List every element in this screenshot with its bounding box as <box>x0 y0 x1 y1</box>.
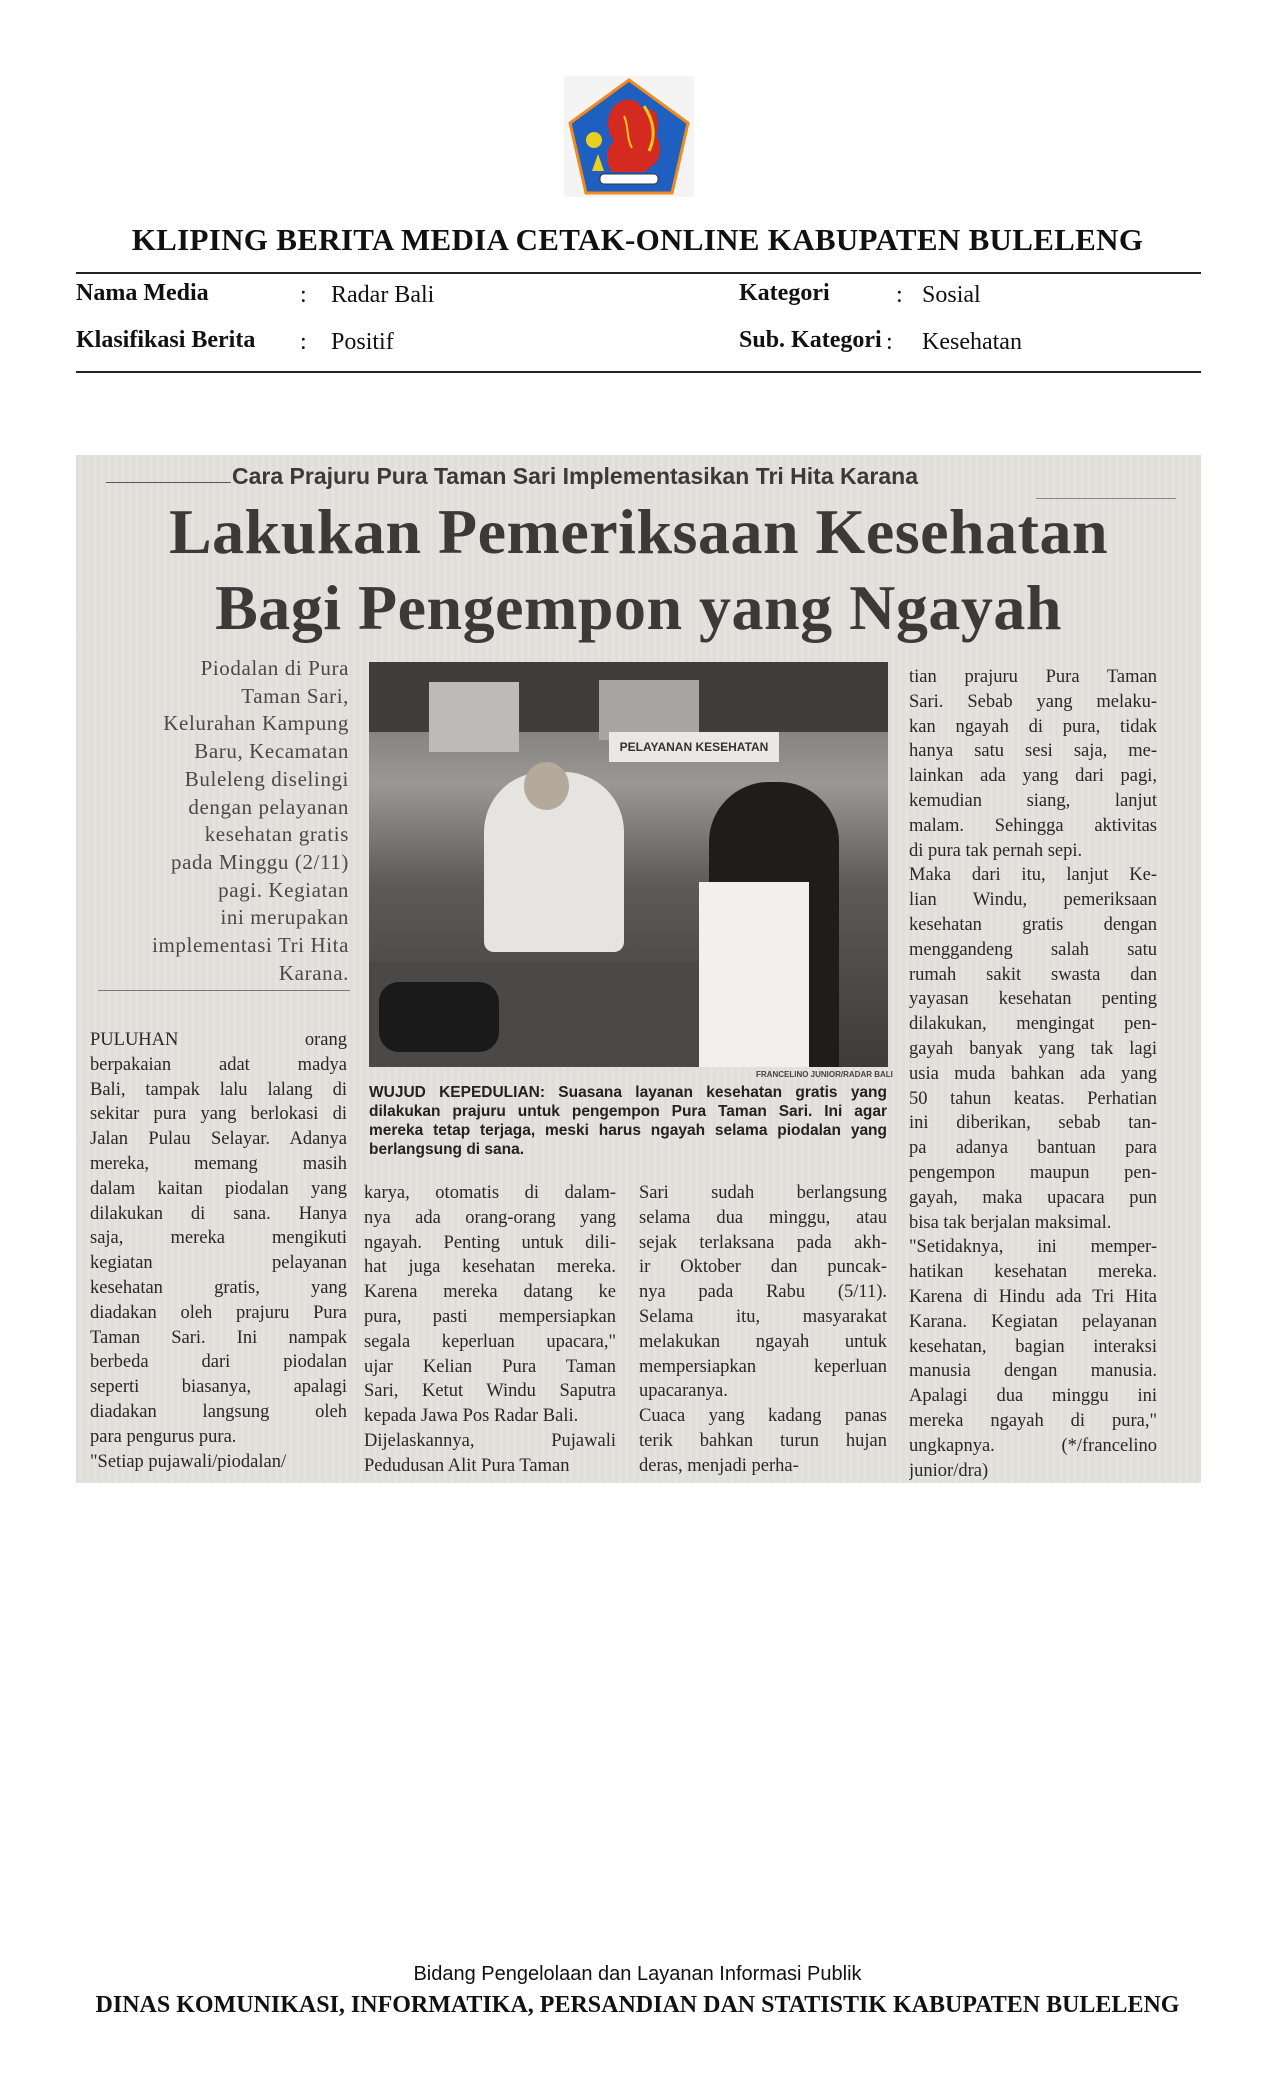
text-line: kegiatan pelayanan <box>90 1253 347 1274</box>
text-line: nya ada orang-orang yang <box>364 1207 616 1228</box>
text-line: Cuaca yang kadang panas <box>639 1406 887 1427</box>
text-line: kemudian siang, lanjut <box>909 790 1157 811</box>
text-line: rumah sakit swasta dan <box>909 964 1157 985</box>
text-line: ini merupakan <box>220 905 349 930</box>
article-column-1 <box>90 1028 347 1474</box>
text-line: ngayah. Penting untuk dili- <box>364 1232 616 1253</box>
text-line: pagi. Kegiatan <box>218 877 349 902</box>
klasifikasi-value: Positif <box>331 329 394 355</box>
text-line: Karana. Kegiatan pelayanan <box>909 1311 1157 1332</box>
text-line: hatikan kesehatan mereka. <box>909 1262 1157 1283</box>
text-line: Apalagi dua minggu ini <box>909 1386 1157 1407</box>
text-line: Maka dari itu, lanjut Ke- <box>909 865 1157 886</box>
text-line: nya pada Rabu (5/11). <box>639 1282 887 1303</box>
kategori-label: Kategori <box>739 280 830 306</box>
kategori-value: Sosial <box>922 282 981 308</box>
text-line: segala keperluan upacara," <box>364 1331 616 1352</box>
text-line: kepada Jawa Pos Radar Bali. <box>364 1406 579 1427</box>
footer-agency: DINAS KOMUNIKASI, INFORMATIKA, PERSANDIAN DAN STATISTIK KABUPATEN BULELENG <box>95 1992 1180 2018</box>
header-rule <box>76 272 1201 274</box>
text-line: "Setiap pujawali/piodalan/ <box>90 1451 287 1472</box>
text-line: berlangsung di sana. <box>369 1141 525 1158</box>
text-line: lian Windu, pemeriksaan <box>909 890 1157 911</box>
sub-kategori-value: Kesehatan <box>922 329 1022 355</box>
text-line: Selama itu, masyarakat <box>639 1306 887 1327</box>
text-line: berpakaian adat madya <box>90 1054 347 1075</box>
text-line: seperti biasanya, apalagi <box>90 1377 347 1398</box>
text-line: karya, otomatis di dalam- <box>364 1183 616 1203</box>
text-line: yayasan kesehatan penting <box>909 989 1157 1010</box>
text-line: ungkapnya. (*/francelino <box>909 1435 1157 1456</box>
text-line: Jalan Pulau Selayar. Adanya <box>90 1129 347 1150</box>
text-line: mereka ngayah di pura," <box>909 1410 1157 1431</box>
lead-rule <box>98 990 350 991</box>
text-line: Karena di Hindu ada Tri Hita <box>909 1286 1157 1307</box>
text-line: "Setidaknya, ini memper- <box>909 1237 1157 1258</box>
headline-line-2: Bagi Pengempon yang Ngayah <box>215 572 1062 643</box>
text-line: kesehatan gratis, yang <box>90 1277 347 1298</box>
text-line: mereka, memang masih <box>90 1153 347 1174</box>
text-line: bisa tak berjalan maksimal. <box>909 1212 1112 1233</box>
text-line: upacaranya. <box>639 1381 728 1402</box>
text-line: deras, menjadi perha- <box>639 1455 799 1476</box>
text-line: sekitar pura yang berlokasi di <box>90 1104 347 1125</box>
text-line: kesehatan gratis <box>204 822 349 847</box>
buleleng-logo <box>564 76 694 197</box>
text-line: selama dua minggu, atau <box>639 1207 887 1228</box>
text-line: Piodalan di Pura <box>200 656 349 680</box>
text-line: implementasi Tri Hita <box>152 933 349 958</box>
text-line: ir Oktober dan puncak- <box>639 1257 887 1278</box>
article-column-4 <box>909 665 1157 1483</box>
nama-media-value: Radar Bali <box>331 282 435 308</box>
header-rule <box>76 371 1201 373</box>
photo-banner: PELAYANAN KESEHATAN <box>609 732 779 762</box>
text-line: Dijelaskannya, Pujawali <box>364 1430 616 1451</box>
text-line: Karena mereka datang ke <box>364 1282 616 1303</box>
text-line: hat juga kesehatan mereka. <box>364 1257 616 1278</box>
text-line: melakukan ngayah untuk <box>639 1331 887 1352</box>
text-line: ujar Kelian Pura Taman <box>364 1356 616 1377</box>
kicker-rule <box>106 482 231 483</box>
text-line: PULUHAN orang <box>90 1030 347 1050</box>
klasifikasi-label: Klasifikasi Berita <box>76 327 256 353</box>
text-line: WUJUD KEPEDULIAN: Suasana layanan kesehatan gratis yang <box>369 1084 887 1101</box>
article-photo <box>369 662 888 1067</box>
text-line: mereka tetap terjaga, meski harus ngayah selama piodalan yang <box>369 1122 887 1139</box>
text-line: Karana. <box>278 960 349 985</box>
text-line: pengempon maupun pen- <box>909 1162 1157 1183</box>
article-kicker: Cara Prajuru Pura Taman Sari Implementasikan Tri Hita Karana <box>232 463 919 489</box>
text-line: mempersiapkan keperluan <box>639 1356 887 1377</box>
text-line: pura, pasti mempersiapkan <box>364 1306 616 1327</box>
text-line: dilakukan, mengingat pen- <box>909 1014 1157 1035</box>
text-line: para pengurus pura. <box>90 1426 237 1447</box>
text-line: saja, mereka mengikuti <box>90 1228 347 1249</box>
text-line: pada Minggu (2/11) <box>171 849 349 874</box>
text-line: usia muda bahkan ada yang <box>909 1063 1157 1084</box>
text-line: Pedudusan Alit Pura Taman <box>364 1455 570 1476</box>
text-line: dengan pelayanan <box>188 794 349 819</box>
colon: : <box>300 329 307 355</box>
text-line: menggandeng salah satu <box>909 939 1157 960</box>
text-line: junior/dra) <box>909 1460 989 1481</box>
text-line: dilakukan prajuru untuk pengempon Pura Taman Sari. Ini agar <box>369 1103 887 1120</box>
text-line: diadakan langsung oleh <box>90 1401 347 1422</box>
text-line: gayah, maka upacara pun <box>909 1187 1157 1208</box>
text-line: Baru, Kecamatan <box>194 739 349 764</box>
text-line: tian prajuru Pura Taman <box>909 667 1157 687</box>
text-line: Sari sudah berlangsung <box>639 1183 887 1203</box>
nama-media-label: Nama Media <box>76 280 209 306</box>
document-title: KLIPING BERITA MEDIA CETAK-ONLINE KABUPATEN BULELENG <box>131 222 1144 257</box>
article-column-3 <box>639 1181 887 1479</box>
text-line: dalam kaitan piodalan yang <box>90 1178 347 1199</box>
text-line: Sari. Sebab yang melaku- <box>909 691 1157 712</box>
article-column-2 <box>364 1181 616 1479</box>
text-line: kan ngayah di pura, tidak <box>909 716 1157 737</box>
text-line: Sari, Ketut Windu Saputra <box>364 1381 616 1402</box>
text-line: kesehatan gratis dengan <box>909 914 1157 935</box>
text-line: dilakukan di sana. Hanya <box>90 1203 347 1224</box>
footer-division: Bidang Pengelolaan dan Layanan Informasi Publik <box>413 1963 862 1985</box>
text-line: Bali, tampak lalu lalang di <box>90 1079 347 1100</box>
text-line: 50 tahun keatas. Perhatian <box>909 1088 1157 1109</box>
text-line: Taman Sari. Ini nampak <box>90 1327 347 1348</box>
text-line: hanya satu sesi saja, me- <box>909 741 1157 762</box>
text-line: diadakan oleh prajuru Pura <box>90 1302 347 1323</box>
text-line: Taman Sari, <box>241 683 349 708</box>
photo-caption <box>369 1083 887 1159</box>
text-line: manusia dengan manusia. <box>909 1361 1157 1382</box>
text-line: pa adanya bantuan para <box>909 1138 1157 1159</box>
text-line: gayah banyak yang tak lagi <box>909 1038 1157 1059</box>
text-line: ini diberikan, sebab tan- <box>909 1113 1157 1134</box>
colon: : <box>300 282 307 308</box>
text-line: Kelurahan Kampung <box>163 711 349 736</box>
text-line: malam. Sehingga aktivitas <box>909 815 1157 836</box>
text-line: berbeda dari piodalan <box>90 1352 347 1373</box>
text-line: terik bahkan turun hujan <box>639 1430 887 1451</box>
newspaper-clipping <box>76 455 1201 1483</box>
text-line: di pura tak pernah sepi. <box>909 840 1083 861</box>
photo-credit: FRANCELINO JUNIOR/RADAR BALI <box>756 1070 893 1079</box>
sub-kategori-label: Sub. Kategori <box>739 327 882 353</box>
article-lead <box>96 655 349 987</box>
colon: : <box>886 329 893 355</box>
text-line: kesehatan, bagian interaksi <box>909 1336 1157 1357</box>
text-line: Buleleng diselingi <box>184 766 349 791</box>
headline-line-1: Lakukan Pemeriksaan Kesehatan <box>168 496 1109 567</box>
text-line: lainkan ada yang dari pagi, <box>909 766 1157 787</box>
text-line: sejak terlaksana pada akh- <box>639 1232 887 1253</box>
colon: : <box>896 282 903 308</box>
